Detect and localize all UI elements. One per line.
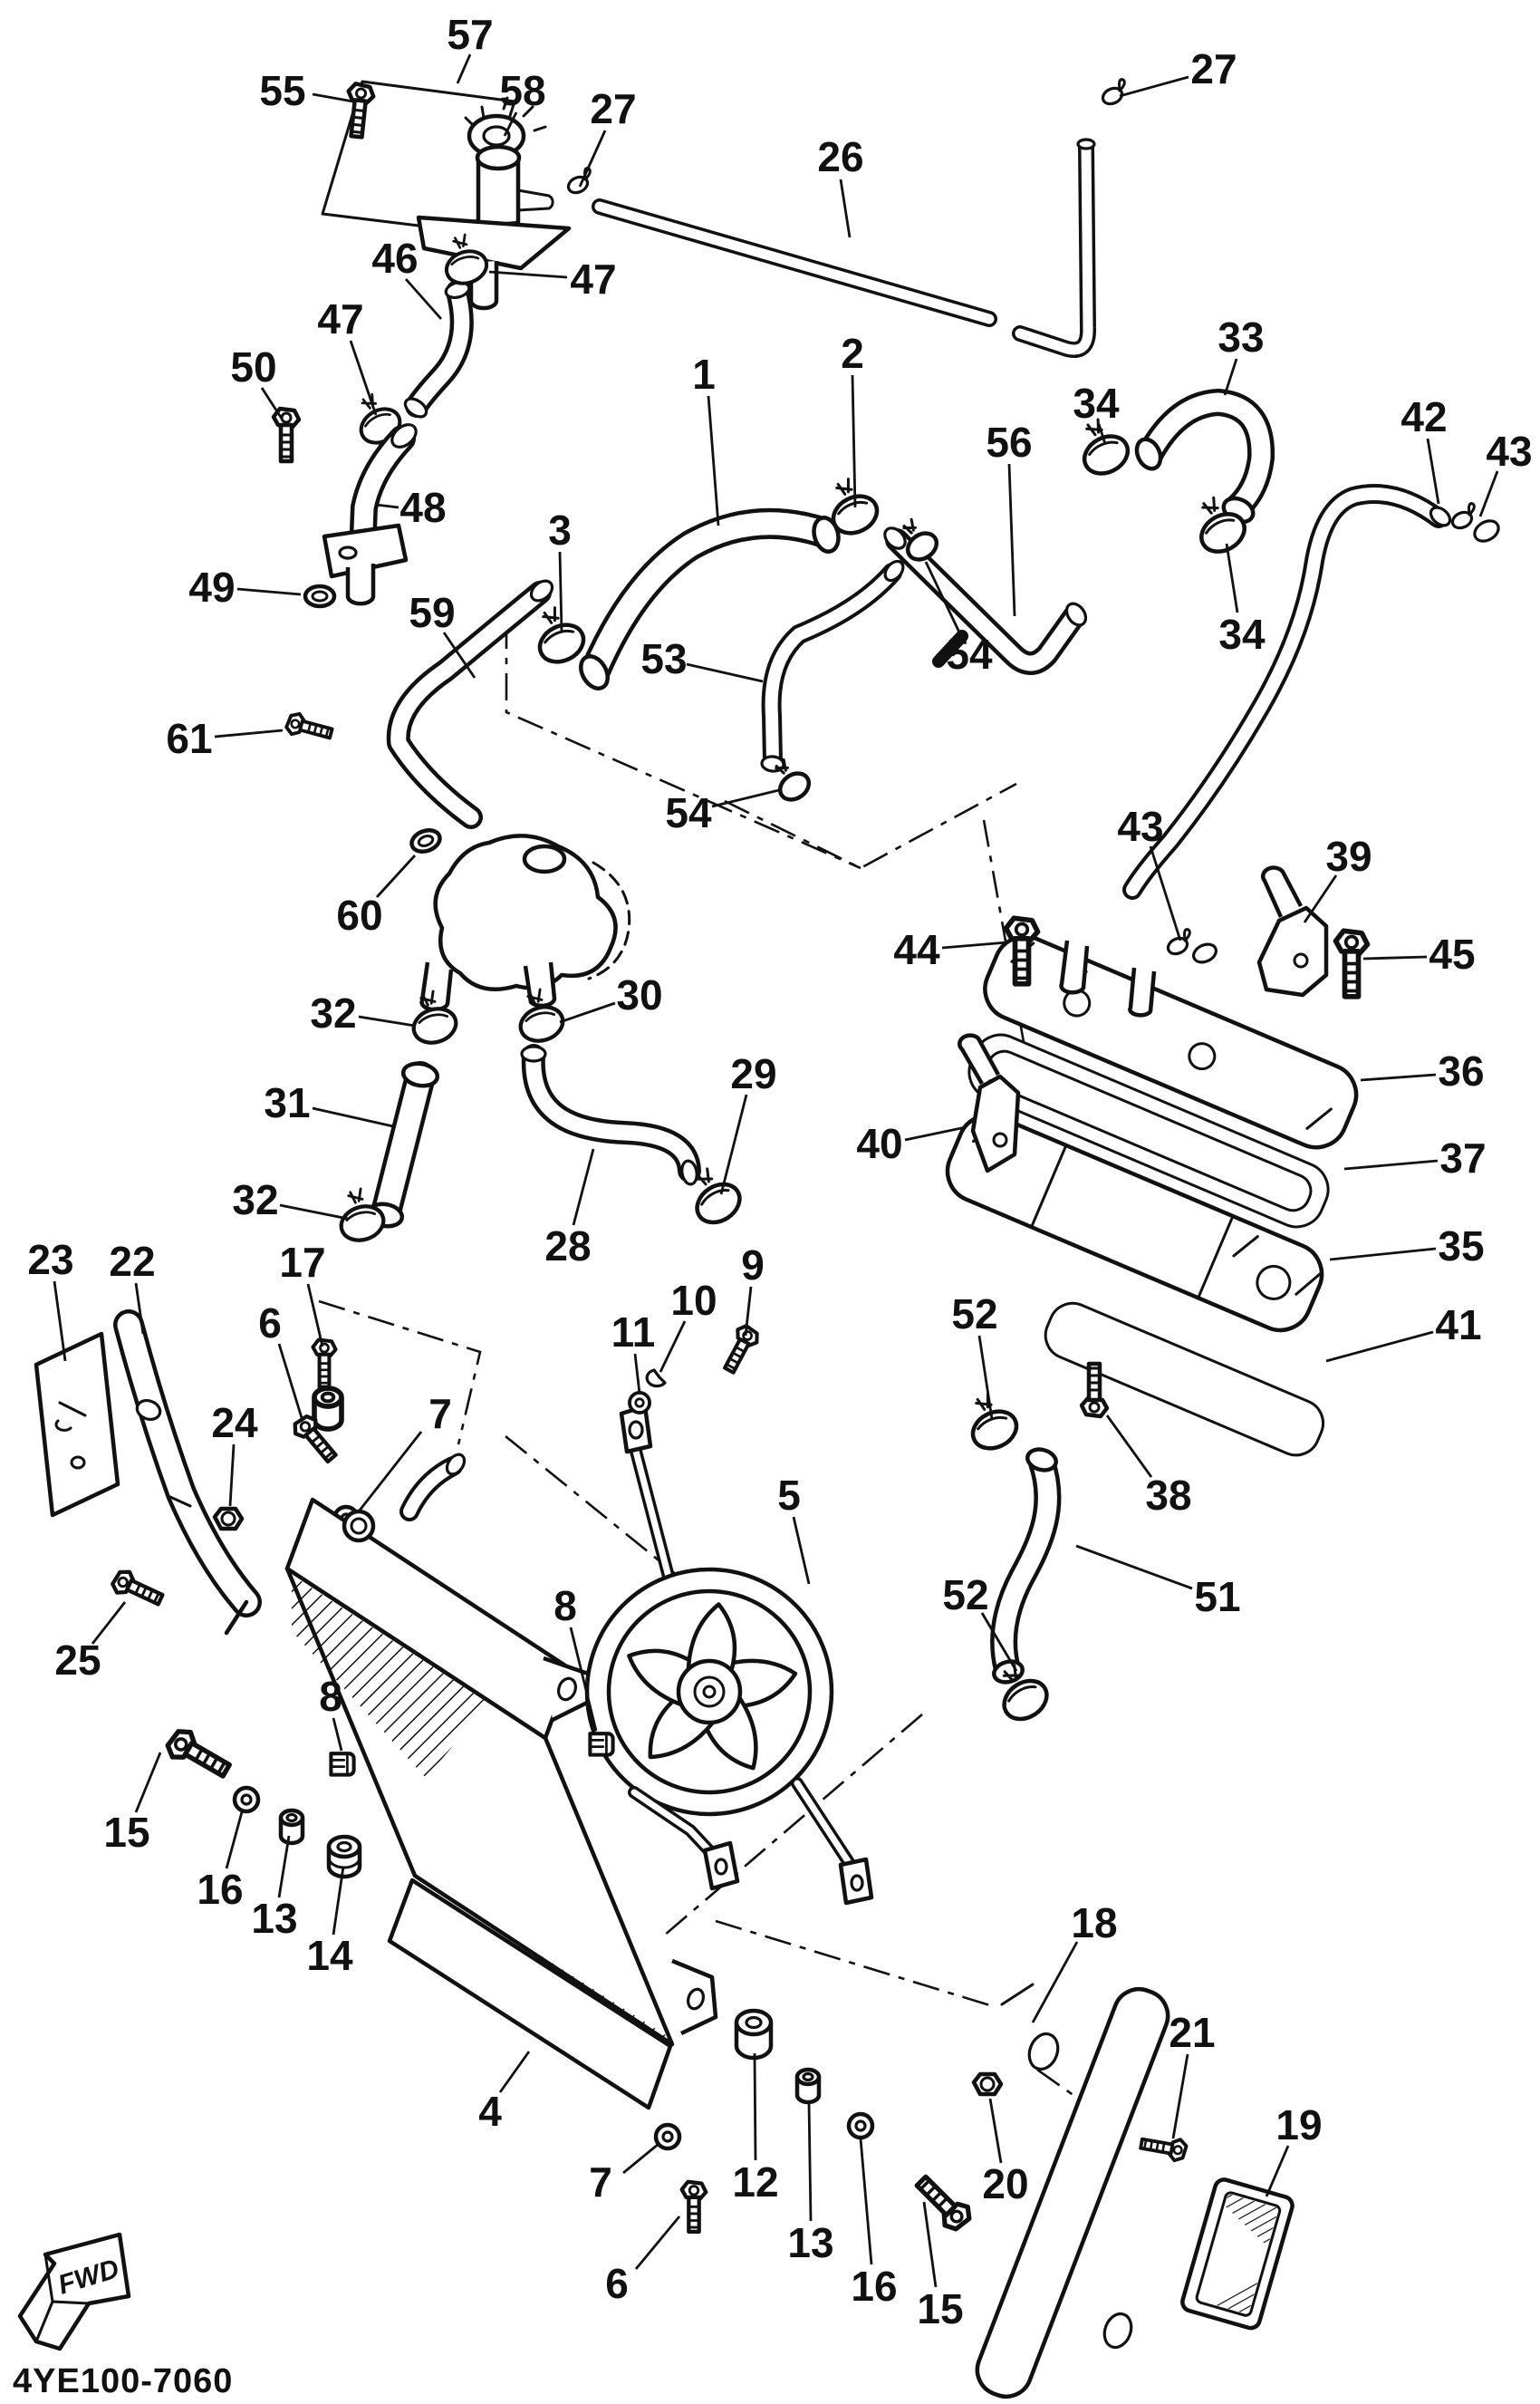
washer-11: [630, 1393, 650, 1413]
callout-19: 19: [1275, 2101, 1323, 2148]
callout-20: 20: [982, 2160, 1029, 2207]
nut-24: [215, 1509, 242, 1529]
nut-20: [974, 2074, 1001, 2094]
callout-18: 18: [1071, 1899, 1118, 1946]
callout-16: 16: [197, 1866, 244, 1913]
washer-16-right: [849, 2114, 872, 2138]
callout-44: 44: [893, 926, 940, 973]
callout-26: 26: [817, 133, 864, 180]
callout-37: 37: [1439, 1134, 1487, 1182]
callout-22: 22: [109, 1238, 156, 1285]
callout-32: 32: [232, 1176, 279, 1223]
grommet-14: [329, 1837, 360, 1877]
callout-10: 10: [670, 1277, 717, 1324]
leader-3: [560, 552, 562, 632]
callout-32: 32: [310, 990, 357, 1037]
callout-56: 56: [986, 419, 1033, 466]
callout-21: 21: [1169, 2009, 1216, 2056]
fan-hub: [679, 1661, 740, 1723]
leader-45: [1363, 957, 1427, 959]
callout-47: 47: [317, 295, 364, 343]
hose-26-end: [1078, 140, 1094, 149]
collar-13-right: [797, 2070, 819, 2102]
callout-7: 7: [428, 1390, 452, 1437]
callout-3: 3: [548, 507, 572, 554]
callout-54: 54: [946, 631, 993, 678]
callout-27: 27: [1190, 45, 1237, 92]
callout-46: 46: [371, 235, 419, 282]
callout-47: 47: [570, 256, 617, 303]
callout-14: 14: [306, 1932, 353, 1979]
pipe-stub-b: [1130, 968, 1154, 1015]
callout-17: 17: [279, 1239, 326, 1286]
callout-9: 9: [741, 1241, 765, 1289]
bushing-12: [736, 2011, 771, 2058]
callout-45: 45: [1429, 931, 1476, 978]
callout-34: 34: [1218, 611, 1266, 658]
callout-23: 23: [27, 1236, 74, 1283]
callout-54: 54: [665, 789, 712, 836]
callout-2: 2: [841, 330, 864, 377]
callout-39: 39: [1325, 833, 1372, 880]
callout-36: 36: [1438, 1048, 1485, 1095]
thermostat-neck: [525, 846, 564, 872]
callout-8: 8: [319, 1673, 342, 1720]
oring-49: [305, 586, 334, 606]
fwd-label: FWD: [54, 2254, 123, 2301]
callout-50: 50: [230, 343, 277, 391]
callout-1: 1: [692, 351, 716, 398]
washer-16-left: [235, 1788, 258, 1811]
collar-13-left: [281, 1810, 303, 1843]
callout-25: 25: [54, 1636, 101, 1684]
callout-60: 60: [336, 892, 383, 939]
callout-59: 59: [409, 589, 456, 636]
damper-8-right: [590, 1733, 612, 1754]
callout-7: 7: [589, 2158, 612, 2206]
callout-30: 30: [616, 971, 663, 1019]
callout-43: 43: [1117, 803, 1164, 850]
callout-4: 4: [478, 2088, 502, 2135]
callout-33: 33: [1218, 314, 1265, 361]
callout-61: 61: [166, 715, 213, 762]
washer-7-lower: [656, 2125, 679, 2148]
callout-58: 58: [499, 67, 546, 114]
callout-5: 5: [777, 1472, 801, 1519]
callout-51: 51: [1194, 1573, 1241, 1620]
pipe-stub-a: [1062, 941, 1087, 992]
callout-53: 53: [640, 635, 688, 682]
callout-34: 34: [1073, 380, 1120, 427]
stay-plate-23: [36, 1334, 118, 1515]
callout-6: 6: [258, 1299, 282, 1347]
callout-24: 24: [211, 1399, 258, 1446]
callout-52: 52: [951, 1290, 998, 1337]
callout-16: 16: [851, 2263, 898, 2310]
leader-13: [809, 2102, 811, 2221]
callout-52: 52: [942, 1571, 989, 1618]
callout-35: 35: [1438, 1222, 1485, 1270]
callout-8: 8: [553, 1582, 577, 1629]
callout-13: 13: [787, 2219, 834, 2266]
callout-28: 28: [544, 1222, 592, 1270]
callout-6: 6: [605, 2260, 629, 2307]
callout-40: 40: [856, 1120, 903, 1167]
callout-49: 49: [188, 564, 236, 611]
leader-12: [755, 2053, 756, 2160]
callout-15: 15: [917, 2285, 964, 2332]
callout-38: 38: [1145, 1472, 1192, 1519]
callout-43: 43: [1486, 428, 1533, 475]
callout-29: 29: [730, 1050, 777, 1097]
callout-41: 41: [1435, 1301, 1482, 1348]
callout-57: 57: [447, 11, 494, 58]
callout-48: 48: [399, 484, 447, 531]
callout-27: 27: [590, 85, 637, 132]
callout-31: 31: [264, 1079, 311, 1126]
callout-13: 13: [251, 1895, 298, 1942]
callout-11: 11: [611, 1308, 656, 1356]
callout-12: 12: [732, 2158, 779, 2206]
callout-42: 42: [1400, 393, 1448, 440]
radiator-cap-boss: [344, 1511, 373, 1540]
callout-15: 15: [103, 1809, 150, 1856]
drawing-code: 4YE100-7060: [13, 2362, 234, 2400]
damper-8-left: [331, 1753, 353, 1774]
callout-55: 55: [259, 67, 306, 114]
